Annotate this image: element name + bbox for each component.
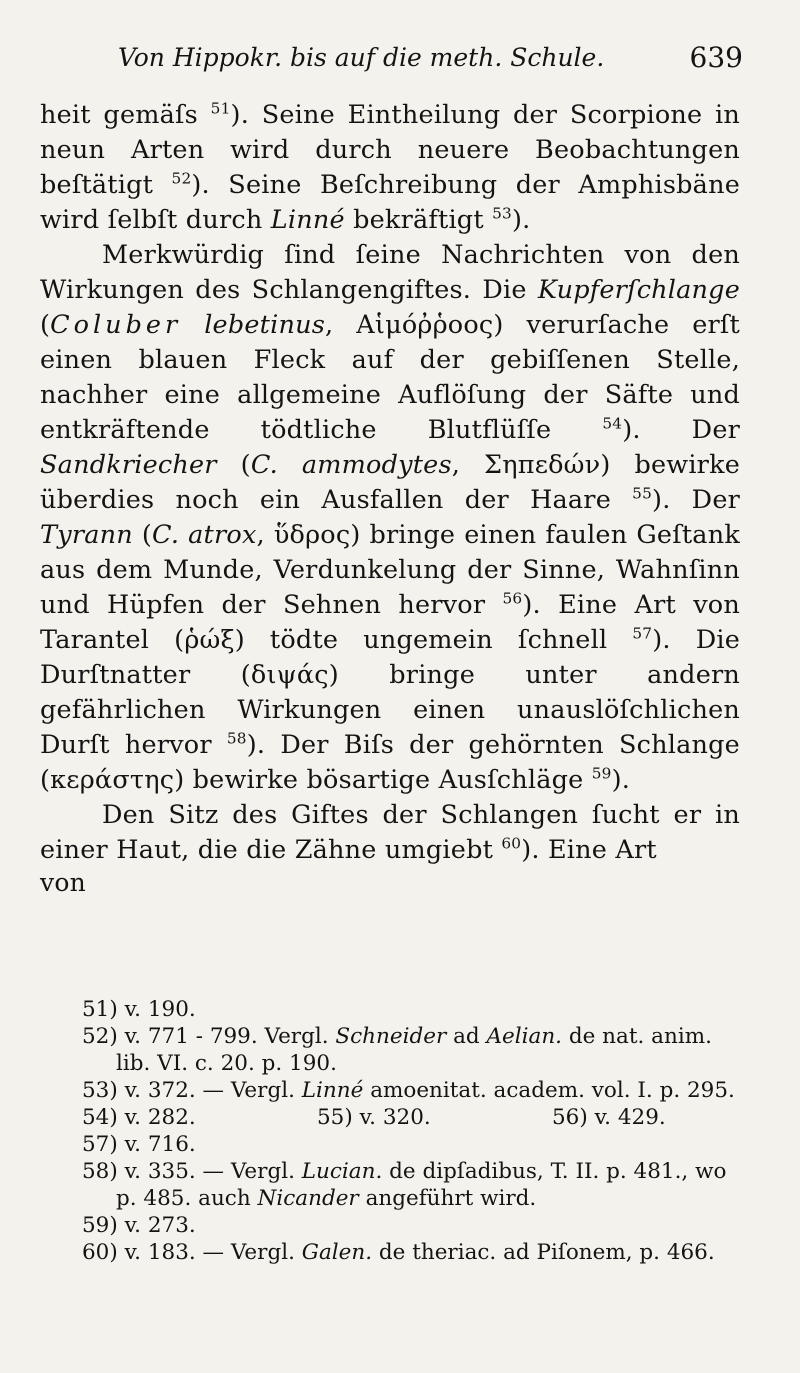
text-run: ). bbox=[511, 205, 531, 235]
paragraph-2 bbox=[40, 238, 740, 798]
footnote-60 bbox=[82, 1239, 742, 1266]
text-run: 53) v. 372. — Vergl. bbox=[82, 1078, 295, 1103]
text-run: ( bbox=[141, 520, 153, 550]
greek-term: ὕδρος bbox=[273, 520, 351, 550]
text-run: ) verurſache erſt einen blauen Fleck auf der gebiſſenen Stelle, nachher eine allgemeine Auflöſung der Säfte und entkräftende tödtliche Blutflüſſe bbox=[40, 310, 740, 445]
text-run: de nat. anim. lib. VI. c. 20. p. 190. bbox=[116, 1024, 712, 1076]
footnote-57: 57) v. 716. bbox=[82, 1132, 196, 1157]
text-run: ). bbox=[611, 765, 631, 795]
footnote-ref-51: 51 bbox=[210, 99, 231, 118]
main-text bbox=[40, 98, 740, 898]
greek-term: Σηπεδών bbox=[484, 450, 601, 480]
text-run: ( bbox=[240, 450, 251, 480]
text-run: ). Die Durſtnatter ( bbox=[40, 625, 740, 690]
footnote-ref-58: 58 bbox=[226, 729, 247, 748]
text-run: ). Seine Eintheilung der Scorpione in neun Arten wird durch neuere Beobachtungen beſtätigt bbox=[40, 100, 741, 200]
footnote-ref-57: 57 bbox=[632, 624, 653, 643]
greek-term: ῥώξ bbox=[184, 625, 235, 655]
greek-term: Αἱμόῤῥοος bbox=[356, 310, 494, 340]
species-name: Tyrann bbox=[40, 520, 133, 550]
text-run: ) bewirke überdies noch ein Ausfallen der Haare bbox=[40, 450, 741, 515]
footnote-56: 56) v. 429. bbox=[552, 1105, 666, 1130]
footnote-ref-52: 52 bbox=[171, 169, 192, 188]
text-run: ). Der Biſs der gehörnten Schlange ( bbox=[40, 730, 740, 795]
text-run: amoenitat. academ. vol. I. p. 295. bbox=[370, 1078, 735, 1103]
paragraph-1 bbox=[40, 98, 740, 238]
author-name: Linné bbox=[270, 205, 345, 235]
text-run: ) bringe einen faulen Geſtank aus dem Munde, Verdunkelung der Sinne, Wahnſinn und Hüpfen der Sehnen hervor bbox=[40, 520, 740, 620]
species-name: Kupferſchlange bbox=[537, 275, 740, 305]
footnote-55: 55) v. 320. bbox=[317, 1105, 431, 1130]
author-name: Galen. bbox=[301, 1240, 373, 1265]
text-run: ). Der bbox=[622, 415, 741, 445]
text-run: ) bewirke bösartige Ausſchläge bbox=[174, 765, 584, 795]
text-run: ) bringe unter andern gefährlichen Wirkungen einen unauslöſchlichen Durſt hervor bbox=[40, 660, 740, 760]
text-run: ). Eine Art bbox=[521, 835, 657, 865]
text-run: Merkwürdig ſind ſeine Nachrichten von den Wirkungen des Schlangengiftes. Die bbox=[40, 240, 740, 305]
running-header bbox=[118, 38, 743, 78]
text-run: bekräftigt bbox=[353, 205, 484, 235]
author-name: Schneider bbox=[335, 1024, 447, 1049]
footnote-ref-60: 60 bbox=[501, 834, 522, 853]
text-run: heit gemäſs bbox=[40, 100, 198, 130]
species-name: C. atrox bbox=[152, 520, 257, 550]
species-name: Sandkriecher bbox=[40, 450, 217, 480]
footnote-ref-53: 53 bbox=[492, 204, 512, 223]
footnote-58 bbox=[82, 1158, 742, 1212]
text-run: , bbox=[256, 520, 265, 550]
text-run: angeführt wird. bbox=[365, 1186, 537, 1211]
text-run: 60) v. 183. — Vergl. bbox=[82, 1240, 295, 1265]
author-name: Lucian. bbox=[301, 1159, 383, 1184]
footnote-ref-55: 55 bbox=[632, 484, 653, 503]
text-run: ad bbox=[453, 1024, 480, 1049]
footnote-row-54-56 bbox=[82, 1104, 742, 1131]
text-run: ). Der bbox=[652, 485, 740, 515]
text-run: 52) v. 771 - 799. Vergl. bbox=[82, 1024, 329, 1049]
text-run: 58) v. 335. — Vergl. bbox=[82, 1159, 295, 1184]
footnote-ref-59: 59 bbox=[591, 764, 612, 783]
author-name: Nicander bbox=[257, 1186, 359, 1211]
text-run: de theriac. ad Piſonem, p. 466. bbox=[378, 1240, 715, 1265]
footnote-ref-54: 54 bbox=[602, 414, 623, 433]
genus-name: Coluber bbox=[50, 310, 182, 340]
text-run: , bbox=[324, 310, 334, 340]
text-run: , bbox=[451, 450, 461, 480]
footnote-59: 59) v. 273. bbox=[82, 1213, 196, 1238]
text-run: Den Sitz des Giftes der Schlangen ſucht er in einer Haut, die die Zähne umgiebt bbox=[40, 800, 740, 865]
footnote-ref-56: 56 bbox=[502, 589, 523, 608]
catchword: von bbox=[40, 868, 86, 897]
text-run: de dipſadibus, T. II. p. 481., wo p. 485. auch bbox=[116, 1159, 727, 1211]
footnote-54: 54) v. 282. bbox=[82, 1105, 196, 1130]
species-name: C. ammodytes bbox=[250, 450, 452, 480]
author-name: Linné bbox=[301, 1078, 364, 1103]
footnote-52 bbox=[82, 1023, 742, 1077]
species-name: lebetinus bbox=[204, 310, 325, 340]
running-title: Von Hippokr. bis auf die meth. Schule. bbox=[118, 43, 605, 72]
greek-term: διψάς bbox=[250, 660, 329, 690]
footnotes bbox=[82, 996, 742, 1266]
text-run: ). Seine Beſchreibung der Amphisbäne wird ſelbſt durch bbox=[40, 170, 740, 235]
footnote-53 bbox=[82, 1077, 742, 1104]
text-run: ( bbox=[40, 310, 51, 340]
greek-term: κεράστης bbox=[50, 765, 175, 795]
author-name: Aelian. bbox=[486, 1024, 563, 1049]
page-number: 639 bbox=[689, 41, 743, 74]
text-run: ). Eine Art von Tarantel ( bbox=[40, 590, 740, 655]
text-run: ) tödte ungemein ſchnell bbox=[234, 625, 608, 655]
paragraph-3 bbox=[40, 798, 740, 868]
footnote-51: 51) v. 190. bbox=[82, 997, 196, 1022]
